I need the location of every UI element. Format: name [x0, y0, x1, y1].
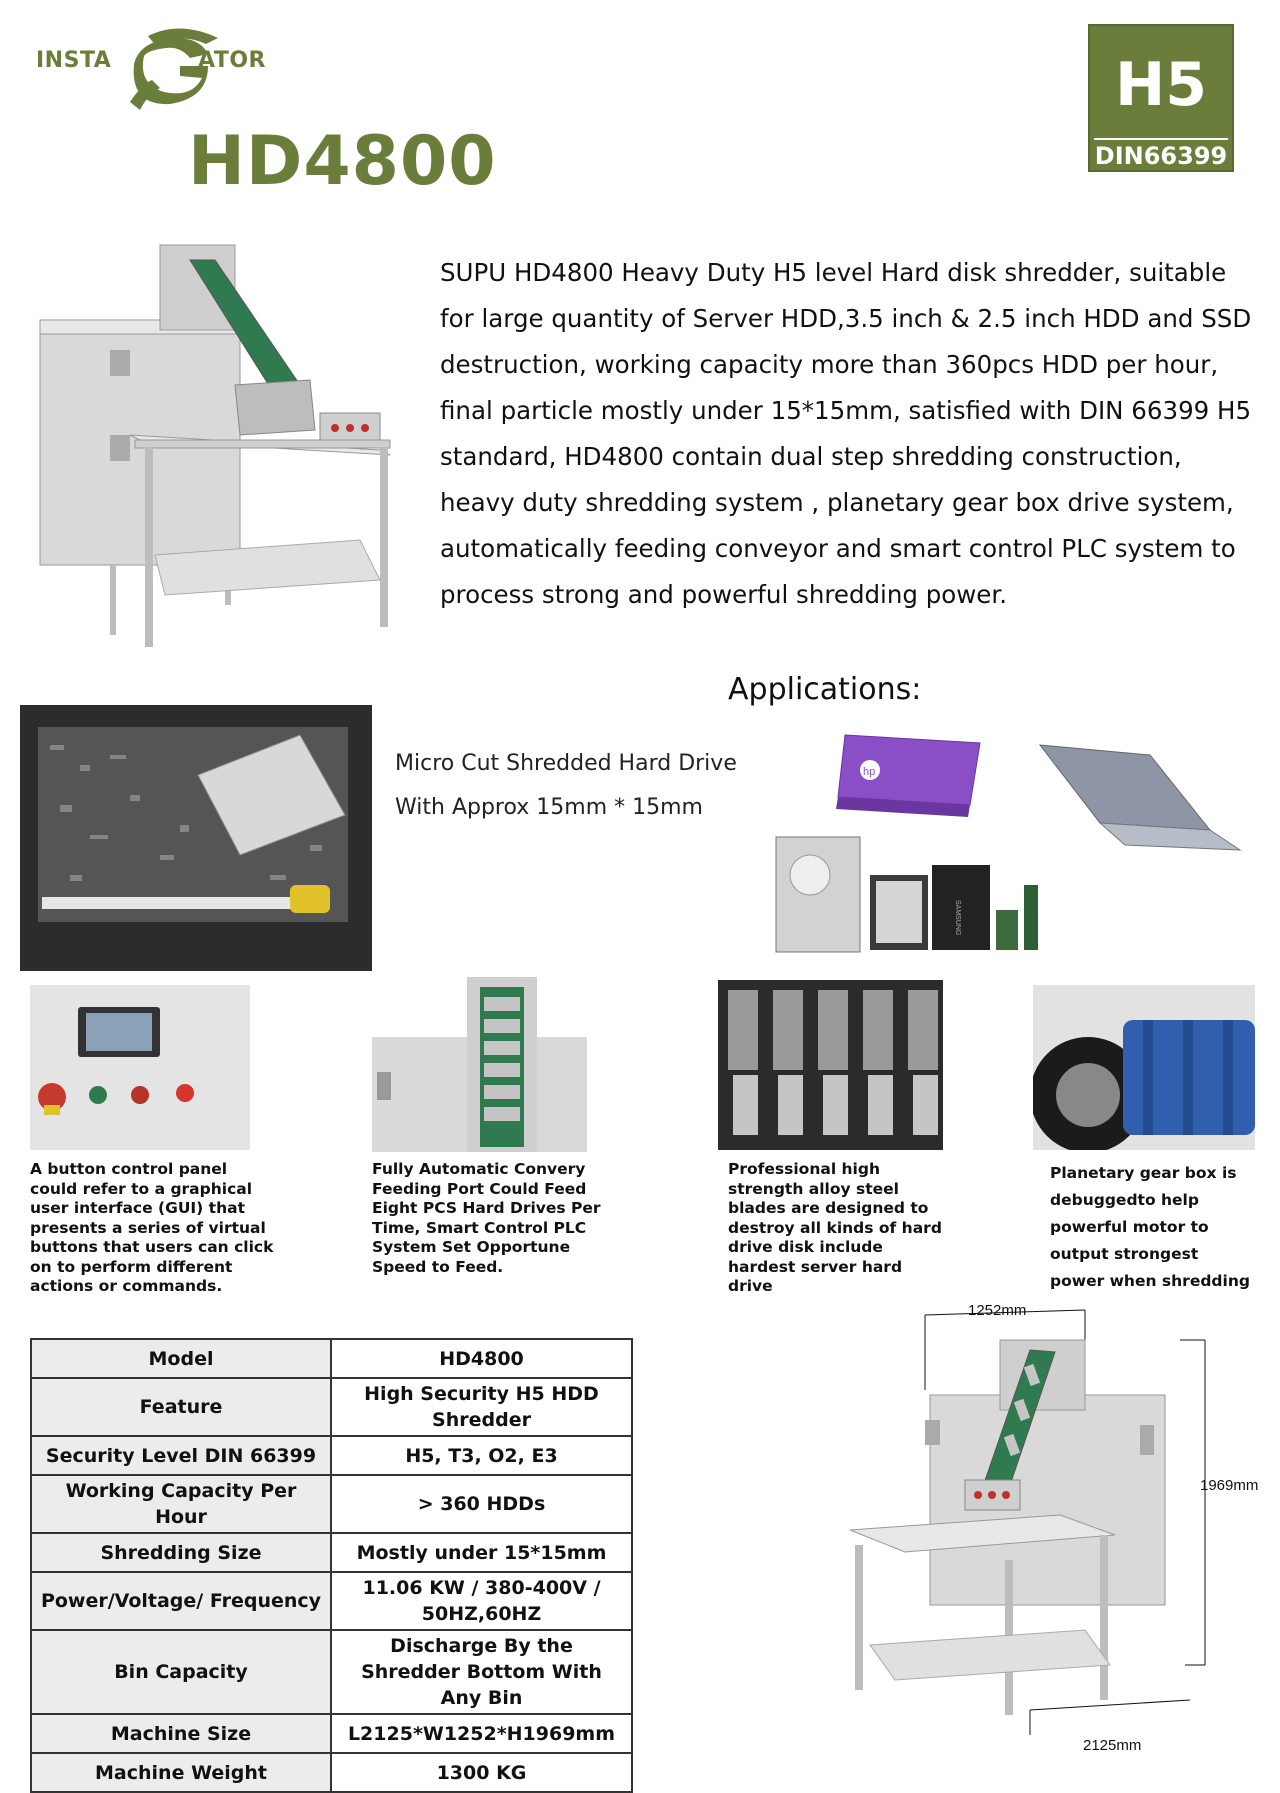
spec-key: Shredding Size — [31, 1533, 331, 1572]
shredded-drive-photo — [20, 705, 372, 971]
ssd-image — [932, 865, 990, 950]
spec-key: Feature — [31, 1378, 331, 1436]
shredding-blades-image — [718, 980, 943, 1150]
spec-key: Working Capacity Per Hour — [31, 1475, 331, 1533]
spec-value: High Security H5 HDD Shredder — [331, 1378, 632, 1436]
spec-key: Machine Size — [31, 1714, 331, 1753]
feature-caption-conveyor: Fully Automatic Convery Feeding Port Could Feed Eight PCS Hard Drives Per Time, Smart Control PLC System Set Opportune Speed to Feed. — [372, 1160, 601, 1276]
control-panel-image — [30, 985, 250, 1150]
laptop-hdd-image — [870, 875, 928, 950]
product-description: SUPU HD4800 Heavy Duty H5 level Hard disk shredder, suitable for large quantity of Server HDD,3.5 inch & 2.5 inch HDD and SSD destruction, working capacity more than 360pcs HDD per hour, final particle mostly under 15*15mm, satisfied with DIN 66399 H5 standard, HD4800 contain dual step shredding construction, heavy duty shredding system , planetary gear box drive system, automatically feeding conveyor and smart control PLC system to process strong and powerful shredding power. — [440, 258, 1252, 609]
feature-caption-gearbox: Planetary gear box is debuggedto help powerful motor to output strongest power when shredding — [1050, 1164, 1250, 1290]
planetary-gearbox-image — [1033, 985, 1255, 1150]
logo-text-right: ATOR — [198, 48, 266, 73]
table-row — [31, 1533, 632, 1572]
dimension-height-label: 1969mm — [1200, 1477, 1259, 1494]
micro-cut-line-1: Micro Cut Shredded Hard Drive — [395, 751, 737, 776]
applications-heading: Applications: — [728, 672, 922, 707]
spec-key: Power/Voltage/ Frequency — [31, 1572, 331, 1630]
msata-ssd-image — [996, 910, 1018, 950]
applications-media-images — [770, 725, 1250, 965]
spec-value: L2125*W1252*H1969mm — [331, 1714, 632, 1753]
table-row — [31, 1436, 632, 1475]
spec-value: Mostly under 15*15mm — [331, 1533, 632, 1572]
table-row — [31, 1753, 632, 1792]
micro-cut-description — [395, 742, 737, 830]
logo-text-left: INSTA — [36, 48, 112, 73]
feature-caption-control-panel: A button control panel could refer to a graphical user interface (GUI) that presents a series of virtual buttons that users can click on to perform different actions or commands. — [30, 1160, 274, 1295]
dimension-width-label: 1252mm — [968, 1302, 1027, 1319]
table-row — [31, 1714, 632, 1753]
tape-cartridge-label: hp — [863, 766, 876, 778]
security-level-badge — [1088, 24, 1234, 172]
m2-ssd-image — [1024, 885, 1038, 950]
spec-key: Model — [31, 1339, 331, 1378]
spec-key: Security Level DIN 66399 — [31, 1436, 331, 1475]
badge-level: H5 — [1115, 50, 1207, 120]
dimension-length-label: 2125mm — [1083, 1737, 1142, 1754]
hdd-image — [776, 837, 860, 952]
table-row — [31, 1572, 632, 1630]
spec-value: Discharge By the Shredder Bottom With Any Bin — [331, 1630, 632, 1714]
product-title: HD4800 — [188, 122, 497, 201]
spec-key: Machine Weight — [31, 1753, 331, 1792]
badge-standard: DIN66399 — [1094, 138, 1228, 170]
ssd-label: SAMSUNG — [954, 900, 961, 936]
spec-value: 11.06 KW / 380-400V / 50HZ,60HZ — [331, 1572, 632, 1630]
specification-table — [30, 1338, 633, 1793]
spec-value: 1300 KG — [331, 1753, 632, 1792]
machine-dimension-diagram — [830, 1300, 1270, 1765]
table-row — [31, 1475, 632, 1533]
feeding-conveyor-image — [372, 977, 587, 1152]
laptop-image — [1040, 745, 1240, 850]
table-row — [31, 1378, 632, 1436]
spec-key: Bin Capacity — [31, 1630, 331, 1714]
shredder-machine-image — [30, 235, 410, 655]
spec-value: H5, T3, O2, E3 — [331, 1436, 632, 1475]
tape-cartridge-image — [836, 735, 980, 817]
micro-cut-line-2: With Approx 15mm * 15mm — [395, 795, 703, 820]
brand-logo — [30, 14, 270, 114]
table-row — [31, 1630, 632, 1714]
spec-value: HD4800 — [331, 1339, 632, 1378]
table-row — [31, 1339, 632, 1378]
spec-value: > 360 HDDs — [331, 1475, 632, 1533]
feature-caption-blades: Professional high strength alloy steel blades are designed to destroy all kinds of hard drive disk include hardest server hard drive — [728, 1160, 942, 1295]
